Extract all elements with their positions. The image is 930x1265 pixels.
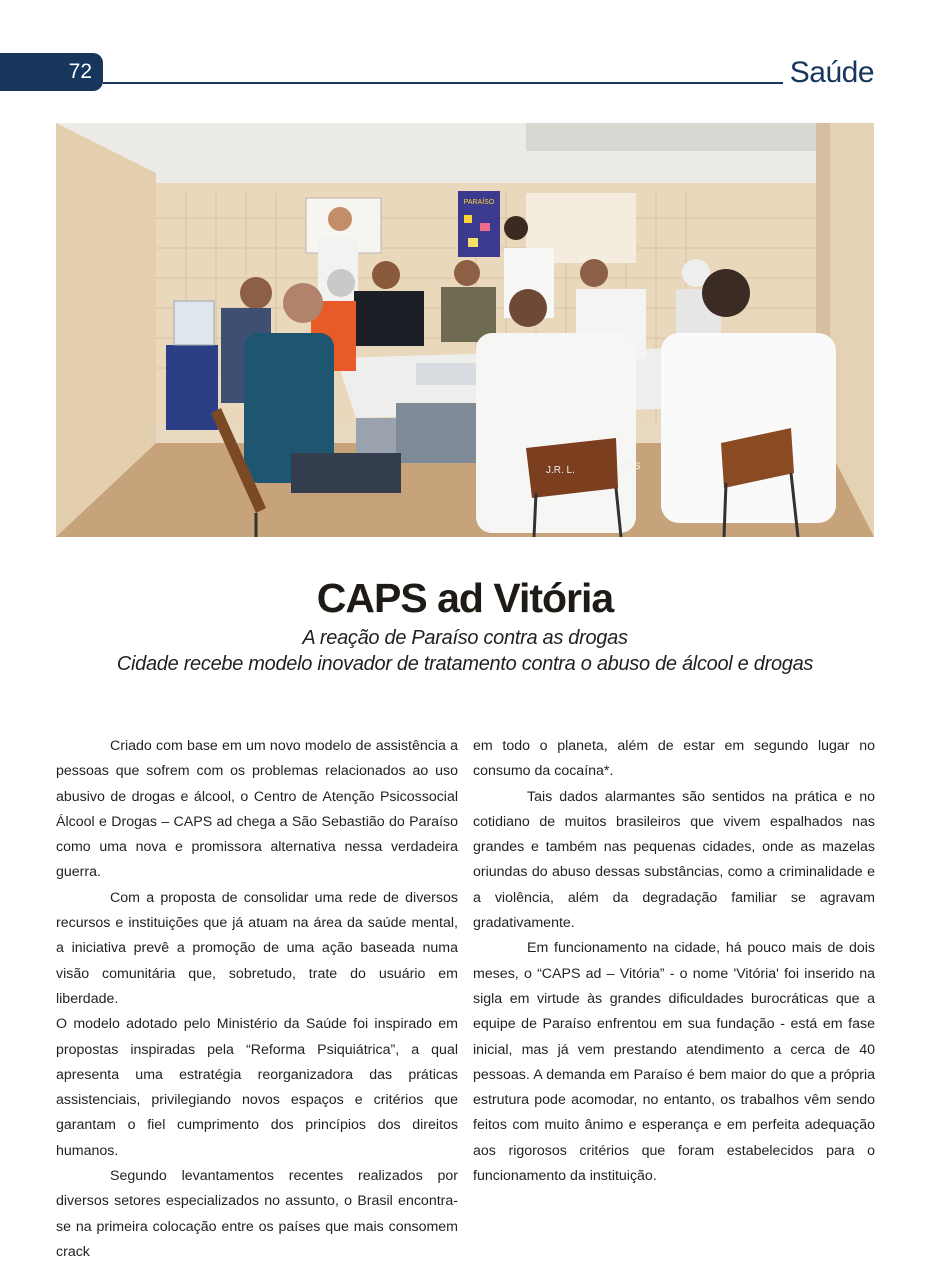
chair-text-1: J.R. L.: [546, 465, 575, 476]
paragraph: Em funcionamento na cidade, há pouco mais de dois meses, o “CAPS ad – Vitória” - o nome 'Vitória' foi inserido na sigla em virtude às grandes dificuldades burocráticas que a equipe de Paraíso enfrentou em sua fundação - está em fase inicial, mas já vem prestando atendimento a cerca de 40 pessoas. A demanda em Paraíso é bem maior do que a própria estrutura pode acomodar, no entanto, os trabalhos vêm sendo feitos com muito ânimo e esperança e em perfeita adequação aos rigorosos critérios que foram estabelecidos para o funcionamento da instituição.: [473, 940, 875, 1185]
header-rule: [103, 82, 783, 84]
paragraph: Com a proposta de consolidar uma rede de diversos recursos e instituições que já atuam na área da saúde mental, a iniciativa prevê a promoção de uma ação baseada numa visão comunitária que, sobretudo, trate do usuário em liberdade.: [56, 889, 458, 1007]
page-number: 72: [68, 60, 92, 83]
right-column: [473, 734, 875, 1189]
paragraph: em todo o planeta, além de estar em segundo lugar no consumo da cocaína*.: [473, 738, 875, 780]
article-subtitle-1: A reação de Paraíso contra as drogas: [302, 627, 628, 649]
article-title: CAPS ad Vitória: [316, 575, 614, 621]
section-title: Saúde: [789, 56, 874, 89]
paragraph: Tais dados alarmantes são sentidos na prática e no cotidiano de muitos brasileiros que vivem espalhados nas grandes e também nas pequenas cidades, onde as mazelas oriundas do abuso dessas substâncias, como a criminalidade e a violência, além da degradação familiar se agravam gradativamente.: [473, 788, 875, 932]
poster-text: PARAÍSO: [463, 199, 495, 206]
chair-text-2: GRS: [621, 461, 641, 471]
page-number-tab: [0, 53, 103, 91]
paragraph: Segundo levantamentos recentes realizados por diversos setores especializados no assunto, o Brasil encontra-se na primeira colocação entre os países que mais consomem crack: [56, 1168, 458, 1260]
paragraph: Criado com base em um novo modelo de assistência a pessoas que sofrem com os problemas relacionados ao uso abusivo de drogas e álcool, o Centro de Atenção Psicossocial Álcool e Drogas – CAPS ad chega a São Sebastião do Paraíso como uma nova e promissora alternativa nessa verdadeira guerra.: [56, 738, 458, 881]
left-column: [56, 734, 458, 1265]
article-subtitle-2: Cidade recebe modelo inovador de tratamento contra o abuso de álcool e drogas: [116, 653, 814, 675]
paragraph: O modelo adotado pelo Ministério da Saúde foi inspirado em propostas inspiradas pela “Reforma Psiquiátrica”, a qual apresenta uma estratégia reorganizadora das práticas assistenciais, privilegiando novos espaços e critérios que garantam o fiel cumprimento dos princípios dos direitos humanos.: [56, 1016, 458, 1159]
article-photo: [56, 123, 874, 537]
